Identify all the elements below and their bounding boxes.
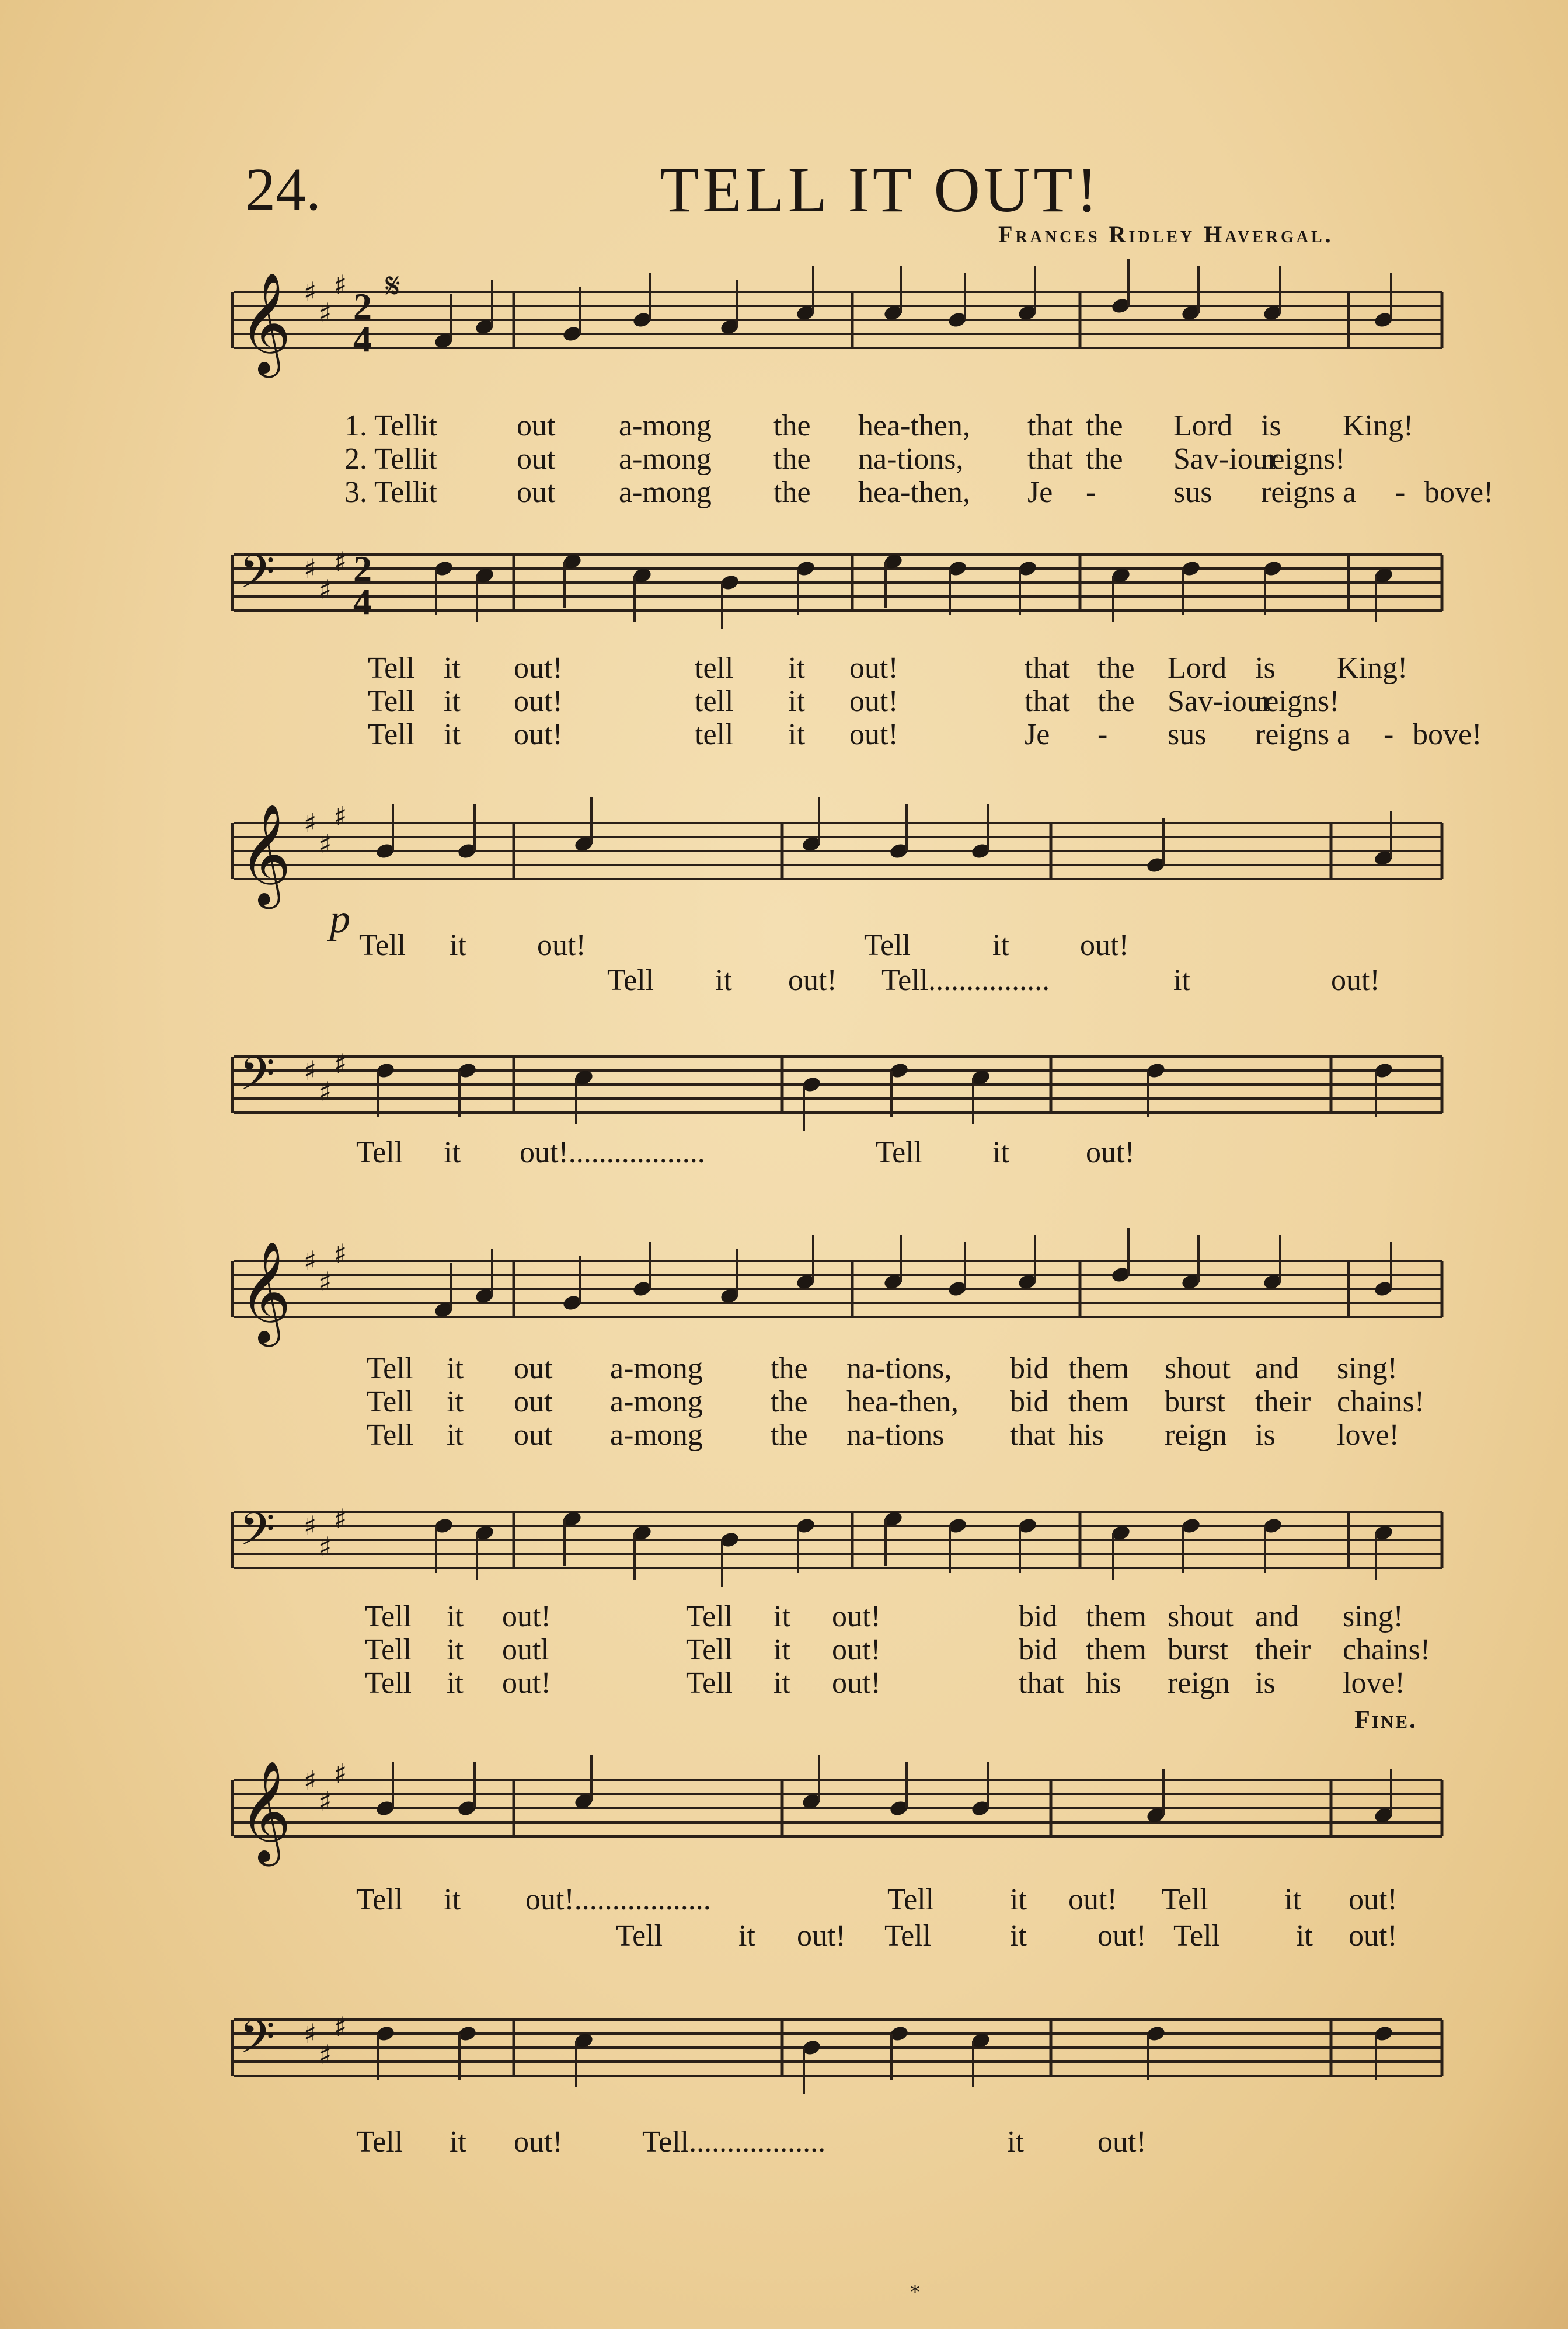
lyric-syllable: it bbox=[773, 1600, 790, 1633]
lyric-syllable: love! bbox=[1343, 1666, 1405, 1700]
sharp-icon: ♯ bbox=[334, 2011, 347, 2042]
lyric-syllable: a-mong bbox=[619, 476, 712, 509]
lyric-syllable: out!.................. bbox=[525, 1883, 711, 1916]
lyric-syllable: them bbox=[1068, 1352, 1129, 1385]
lyric-syllable: Sav-iour bbox=[1173, 442, 1278, 476]
lyric-syllable: burst bbox=[1168, 1633, 1228, 1666]
system1-bass-staff bbox=[222, 537, 1448, 654]
lyric-syllable: shout bbox=[1168, 1600, 1234, 1633]
sharp-icon: ♯ bbox=[334, 1758, 347, 1789]
lyric-syllable: out bbox=[514, 1352, 553, 1385]
lyric-syllable: it bbox=[1296, 1919, 1313, 1953]
lyric-syllable: sus bbox=[1168, 718, 1207, 751]
lyric-syllable: Tell bbox=[686, 1633, 733, 1666]
lyric-syllable: it bbox=[992, 1136, 1009, 1169]
lyric-syllable: tell bbox=[695, 718, 734, 751]
lyric-syllable: it bbox=[1284, 1883, 1301, 1916]
lyric-syllable: it bbox=[773, 1633, 790, 1666]
lyric-syllable: a-mong bbox=[619, 442, 712, 476]
fine-marking: Fine. bbox=[1354, 1705, 1418, 1734]
lyric-syllable: Tell bbox=[359, 929, 406, 962]
lyric-syllable: the bbox=[771, 1385, 808, 1418]
lyric-syllable: a bbox=[1337, 718, 1351, 751]
author-credit: Frances Ridley Havergal. bbox=[998, 221, 1334, 247]
lyric-syllable: their bbox=[1255, 1385, 1311, 1418]
lyric-syllable: that bbox=[1027, 409, 1073, 442]
lyric-syllable: it bbox=[450, 2125, 466, 2159]
lyric-syllable: out bbox=[514, 1385, 553, 1418]
lyric-line bbox=[0, 717, 1568, 752]
lyric-syllable: chains! bbox=[1343, 1633, 1431, 1666]
lyric-syllable: out! bbox=[537, 929, 586, 962]
lyric-line bbox=[0, 1919, 1568, 1954]
lyric-syllable: it bbox=[1007, 2125, 1024, 2159]
lyric-syllable: it bbox=[447, 1666, 464, 1700]
lyric-syllable: na-tions, bbox=[846, 1352, 952, 1385]
sharp-icon: ♯ bbox=[319, 1531, 332, 1563]
lyric-syllable: reign bbox=[1165, 1418, 1227, 1452]
lyric-syllable: the bbox=[1097, 651, 1135, 685]
lyric-syllable: it bbox=[444, 685, 461, 718]
lyric-syllable: out! bbox=[514, 651, 563, 685]
lyric-syllable: is bbox=[1255, 1418, 1276, 1452]
lyric-syllable: Tell bbox=[365, 1633, 412, 1666]
hymn-title: TELL IT OUT! bbox=[660, 154, 1102, 225]
treble-clef-icon: 𝄞 bbox=[239, 1241, 291, 1343]
lyric-syllable: it bbox=[447, 1385, 464, 1418]
system3-treble-staff bbox=[222, 1238, 1448, 1360]
lyric-syllable: out! bbox=[1331, 964, 1380, 997]
lyric-syllable: out! bbox=[502, 1666, 551, 1700]
lyric-syllable: Lord bbox=[1173, 409, 1233, 442]
sharp-icon: ♯ bbox=[319, 574, 332, 605]
dynamic-piano: p bbox=[330, 897, 350, 942]
lyric-line bbox=[0, 1351, 1568, 1386]
lyric-syllable: Je bbox=[1027, 476, 1053, 509]
lyric-syllable: it bbox=[992, 929, 1009, 962]
lyric-syllable: the bbox=[771, 1418, 808, 1452]
lyric-syllable: King! bbox=[1337, 651, 1408, 685]
lyric-syllable: Tell bbox=[887, 1883, 935, 1916]
treble-clef-icon: 𝄞 bbox=[239, 272, 291, 374]
lyric-syllable: out! bbox=[849, 685, 898, 718]
lyric-line bbox=[0, 1135, 1568, 1170]
sharp-icon: ♯ bbox=[304, 2018, 317, 2049]
lyric-syllable: Tell bbox=[367, 1418, 414, 1452]
lyric-syllable: them bbox=[1086, 1600, 1147, 1633]
lyric-syllable: out! bbox=[1097, 1919, 1147, 1953]
lyric-syllable: a-mong bbox=[610, 1385, 703, 1418]
lyric-syllable: out!.................. bbox=[520, 1136, 705, 1169]
lyric-syllable: Tell bbox=[864, 929, 911, 962]
lyric-syllable: hea-then, bbox=[858, 409, 971, 442]
lyric-syllable: Tell bbox=[607, 964, 654, 997]
lyric-syllable: a-mong bbox=[610, 1418, 703, 1452]
lyric-syllable: Tell bbox=[368, 685, 415, 718]
lyric-syllable: Tell bbox=[686, 1666, 733, 1700]
lyric-syllable: them bbox=[1086, 1633, 1147, 1666]
lyric-syllable: - bbox=[1384, 718, 1394, 751]
lyric-syllable: them bbox=[1068, 1385, 1129, 1418]
lyric-line bbox=[0, 963, 1568, 998]
lyric-syllable: it bbox=[444, 1136, 461, 1169]
lyric-syllable: Tell bbox=[365, 1600, 412, 1633]
lyric-syllable: Tell bbox=[356, 1136, 403, 1169]
lyric-syllable: the bbox=[773, 476, 811, 509]
lyric-line bbox=[0, 1385, 1568, 1420]
lyric-syllable: out! bbox=[849, 651, 898, 685]
lyric-line bbox=[0, 442, 1568, 477]
lyric-syllable: Tell bbox=[1173, 1919, 1221, 1953]
system3-bass-staff bbox=[222, 1494, 1448, 1611]
hymn-number: 24. bbox=[245, 156, 321, 223]
sharp-icon: ♯ bbox=[334, 800, 347, 832]
lyric-syllable: it bbox=[1010, 1883, 1027, 1916]
lyric-syllable: out bbox=[517, 476, 556, 509]
lyric-syllable: King! bbox=[1343, 409, 1414, 442]
lyric-line bbox=[0, 928, 1568, 963]
lyric-line bbox=[0, 1633, 1568, 1668]
lyric-syllable: it bbox=[447, 1418, 464, 1452]
lyric-syllable: Je bbox=[1025, 718, 1050, 751]
lyric-syllable: 1. Tell bbox=[344, 409, 421, 442]
sharp-icon: ♯ bbox=[319, 1076, 332, 1107]
lyric-syllable: his bbox=[1068, 1418, 1104, 1452]
lyric-syllable: that bbox=[1010, 1418, 1055, 1452]
lyric-syllable: Tell bbox=[884, 1919, 932, 1953]
lyric-syllable: tell bbox=[695, 685, 734, 718]
sharp-icon: ♯ bbox=[304, 1245, 317, 1277]
sharp-icon: ♯ bbox=[319, 1786, 332, 1817]
lyric-syllable: bid bbox=[1010, 1385, 1049, 1418]
lyric-syllable: 3. Tell bbox=[344, 476, 421, 509]
lyric-syllable: it bbox=[773, 1666, 790, 1700]
lyric-syllable: - bbox=[1086, 476, 1096, 509]
lyric-syllable: out! bbox=[1097, 2125, 1147, 2159]
treble-clef-icon: 𝄞 bbox=[239, 803, 291, 905]
lyric-syllable: it bbox=[1173, 964, 1190, 997]
lyric-syllable: their bbox=[1255, 1633, 1311, 1666]
sharp-icon: ♯ bbox=[334, 1503, 347, 1535]
lyric-syllable: Tell bbox=[686, 1600, 733, 1633]
lyric-syllable: that bbox=[1027, 442, 1073, 476]
lyric-syllable: Tell bbox=[876, 1136, 923, 1169]
lyric-syllable: reigns! bbox=[1255, 685, 1340, 718]
sharp-icon: ♯ bbox=[304, 1510, 317, 1542]
bass-clef-icon: 𝄢 bbox=[239, 1048, 276, 1112]
lyric-line bbox=[0, 2125, 1568, 2160]
lyric-syllable: Tell................ bbox=[881, 964, 1050, 997]
lyric-syllable: it bbox=[447, 1633, 464, 1666]
lyric-syllable: Tell bbox=[1162, 1883, 1209, 1916]
sharp-icon: ♯ bbox=[304, 553, 317, 584]
lyric-syllable: out! bbox=[1068, 1883, 1117, 1916]
sharp-icon: ♯ bbox=[319, 297, 332, 329]
lyric-syllable: that bbox=[1025, 651, 1070, 685]
time-signature-bottom: 4 bbox=[353, 581, 372, 622]
lyric-syllable: it bbox=[738, 1919, 755, 1953]
treble-clef-icon: 𝄞 bbox=[239, 1760, 291, 1862]
lyric-syllable: Tell bbox=[368, 651, 415, 685]
lyric-syllable: bove! bbox=[1413, 718, 1482, 751]
lyric-syllable: Tell bbox=[356, 1883, 403, 1916]
lyric-syllable: bid bbox=[1019, 1633, 1058, 1666]
lyric-syllable: 2. Tell bbox=[344, 442, 421, 476]
lyric-syllable: hea-then, bbox=[846, 1385, 959, 1418]
lyric-syllable: out! bbox=[832, 1666, 881, 1700]
lyric-syllable: the bbox=[1086, 409, 1123, 442]
lyric-syllable: a bbox=[1343, 476, 1357, 509]
sharp-icon: ♯ bbox=[334, 1238, 347, 1270]
lyric-syllable: the bbox=[773, 442, 811, 476]
lyric-syllable: - bbox=[1097, 718, 1108, 751]
lyric-syllable: hea-then, bbox=[858, 476, 971, 509]
lyric-syllable: Tell bbox=[368, 718, 415, 751]
lyric-syllable: out! bbox=[514, 2125, 563, 2159]
lyric-syllable: out! bbox=[1080, 929, 1129, 962]
lyric-syllable: out! bbox=[797, 1919, 846, 1953]
lyric-syllable: out bbox=[514, 1418, 553, 1452]
system4-treble-staff bbox=[222, 1758, 1448, 1880]
lyric-syllable: it bbox=[444, 1883, 461, 1916]
lyric-syllable: outl bbox=[502, 1633, 549, 1666]
bass-clef-icon: 𝄢 bbox=[239, 546, 276, 610]
sharp-icon: ♯ bbox=[304, 1765, 317, 1796]
lyric-syllable: Tell bbox=[616, 1919, 663, 1953]
lyric-syllable: it bbox=[447, 1352, 464, 1385]
lyric-syllable: bove! bbox=[1424, 476, 1494, 509]
lyric-syllable: out! bbox=[514, 718, 563, 751]
lyric-syllable: love! bbox=[1337, 1418, 1399, 1452]
lyric-syllable: sing! bbox=[1343, 1600, 1403, 1633]
lyric-syllable: tell bbox=[695, 651, 734, 685]
lyric-syllable: reigns! bbox=[1261, 442, 1346, 476]
lyric-syllable: it bbox=[447, 1600, 464, 1633]
lyric-syllable: Tell bbox=[367, 1352, 414, 1385]
lyric-syllable: it bbox=[444, 651, 461, 685]
lyric-syllable: na-tions bbox=[846, 1418, 945, 1452]
lyric-syllable: a-mong bbox=[610, 1352, 703, 1385]
lyric-syllable: it bbox=[788, 685, 805, 718]
sharp-icon: ♯ bbox=[334, 269, 347, 301]
lyric-syllable: Tell bbox=[367, 1385, 414, 1418]
lyric-line bbox=[0, 684, 1568, 719]
lyric-syllable: it bbox=[1010, 1919, 1027, 1953]
sharp-icon: ♯ bbox=[304, 807, 317, 839]
lyric-syllable: the bbox=[771, 1352, 808, 1385]
lyric-syllable: the bbox=[773, 409, 811, 442]
bass-clef-icon: 𝄢 bbox=[239, 2011, 276, 2075]
lyric-syllable: is bbox=[1261, 409, 1281, 442]
lyric-syllable: reign bbox=[1168, 1666, 1230, 1700]
lyric-syllable: na-tions, bbox=[858, 442, 964, 476]
lyric-syllable: and bbox=[1255, 1352, 1299, 1385]
page-mark: ⁎ bbox=[911, 2277, 919, 2296]
lyric-syllable: out bbox=[517, 409, 556, 442]
bass-clef-icon: 𝄢 bbox=[239, 1503, 276, 1567]
lyric-syllable: out! bbox=[849, 718, 898, 751]
lyric-syllable: it bbox=[420, 409, 437, 442]
lyric-syllable: it bbox=[788, 718, 805, 751]
lyric-line bbox=[0, 409, 1568, 444]
time-signature-bottom: 4 bbox=[353, 318, 372, 360]
lyric-line bbox=[0, 1882, 1568, 1917]
lyric-syllable: Sav-iour bbox=[1168, 685, 1273, 718]
lyric-syllable: it bbox=[715, 964, 732, 997]
sharp-icon: ♯ bbox=[319, 828, 332, 860]
lyric-syllable: it bbox=[420, 442, 437, 476]
lyric-line bbox=[0, 1418, 1568, 1453]
lyric-syllable: that bbox=[1025, 685, 1070, 718]
lyric-syllable: that bbox=[1019, 1666, 1064, 1700]
sharp-icon: ♯ bbox=[334, 1048, 347, 1079]
lyric-syllable: the bbox=[1086, 442, 1123, 476]
lyric-syllable: out! bbox=[514, 685, 563, 718]
lyric-syllable: out! bbox=[1349, 1883, 1398, 1916]
lyric-syllable: out! bbox=[502, 1600, 551, 1633]
lyric-syllable: out bbox=[517, 442, 556, 476]
lyric-syllable: out! bbox=[1349, 1919, 1398, 1953]
lyric-syllable: bid bbox=[1010, 1352, 1049, 1385]
lyric-syllable: it bbox=[788, 651, 805, 685]
lyric-syllable: sing! bbox=[1337, 1352, 1398, 1385]
lyric-syllable: out! bbox=[788, 964, 837, 997]
time-signature-top: 2 bbox=[353, 285, 372, 327]
lyric-syllable: it bbox=[450, 929, 466, 962]
sharp-icon: ♯ bbox=[304, 1055, 317, 1086]
lyric-syllable: out! bbox=[832, 1633, 881, 1666]
sharp-icon: ♯ bbox=[334, 546, 347, 577]
lyric-syllable: is bbox=[1255, 1666, 1276, 1700]
lyric-line bbox=[0, 475, 1568, 510]
lyric-syllable: burst bbox=[1165, 1385, 1225, 1418]
lyric-syllable: and bbox=[1255, 1600, 1299, 1633]
lyric-syllable: - bbox=[1395, 476, 1406, 509]
lyric-syllable: bid bbox=[1019, 1600, 1058, 1633]
lyric-syllable: a-mong bbox=[619, 409, 712, 442]
lyric-syllable: Tell bbox=[356, 2125, 403, 2159]
lyric-syllable: is bbox=[1255, 651, 1276, 685]
lyric-syllable: sus bbox=[1173, 476, 1212, 509]
lyric-line bbox=[0, 1666, 1568, 1701]
lyric-syllable: out! bbox=[832, 1600, 881, 1633]
lyric-syllable: reigns bbox=[1261, 476, 1336, 509]
sharp-icon: ♯ bbox=[319, 2039, 332, 2070]
lyric-syllable: chains! bbox=[1337, 1385, 1425, 1418]
system4-bass-staff bbox=[222, 2002, 1448, 2119]
lyric-syllable: Tell bbox=[365, 1666, 412, 1700]
lyric-line bbox=[0, 651, 1568, 686]
lyric-syllable: shout bbox=[1165, 1352, 1231, 1385]
lyric-syllable: Lord bbox=[1168, 651, 1227, 685]
sharp-icon: ♯ bbox=[319, 1266, 332, 1298]
lyric-syllable: it bbox=[444, 718, 461, 751]
lyric-line bbox=[0, 1599, 1568, 1634]
segno-icon: 𝄋 bbox=[385, 267, 400, 305]
system2-treble-staff bbox=[222, 800, 1448, 922]
sharp-icon: ♯ bbox=[304, 276, 317, 308]
lyric-syllable: reigns bbox=[1255, 718, 1330, 751]
time-signature-top: 2 bbox=[353, 548, 372, 590]
lyric-syllable: the bbox=[1097, 685, 1135, 718]
lyric-syllable: Tell.................. bbox=[642, 2125, 826, 2159]
lyric-syllable: his bbox=[1086, 1666, 1121, 1700]
system1-treble-staff bbox=[222, 267, 1448, 391]
lyric-syllable: out! bbox=[1086, 1136, 1135, 1169]
lyric-syllable: it bbox=[420, 476, 437, 509]
